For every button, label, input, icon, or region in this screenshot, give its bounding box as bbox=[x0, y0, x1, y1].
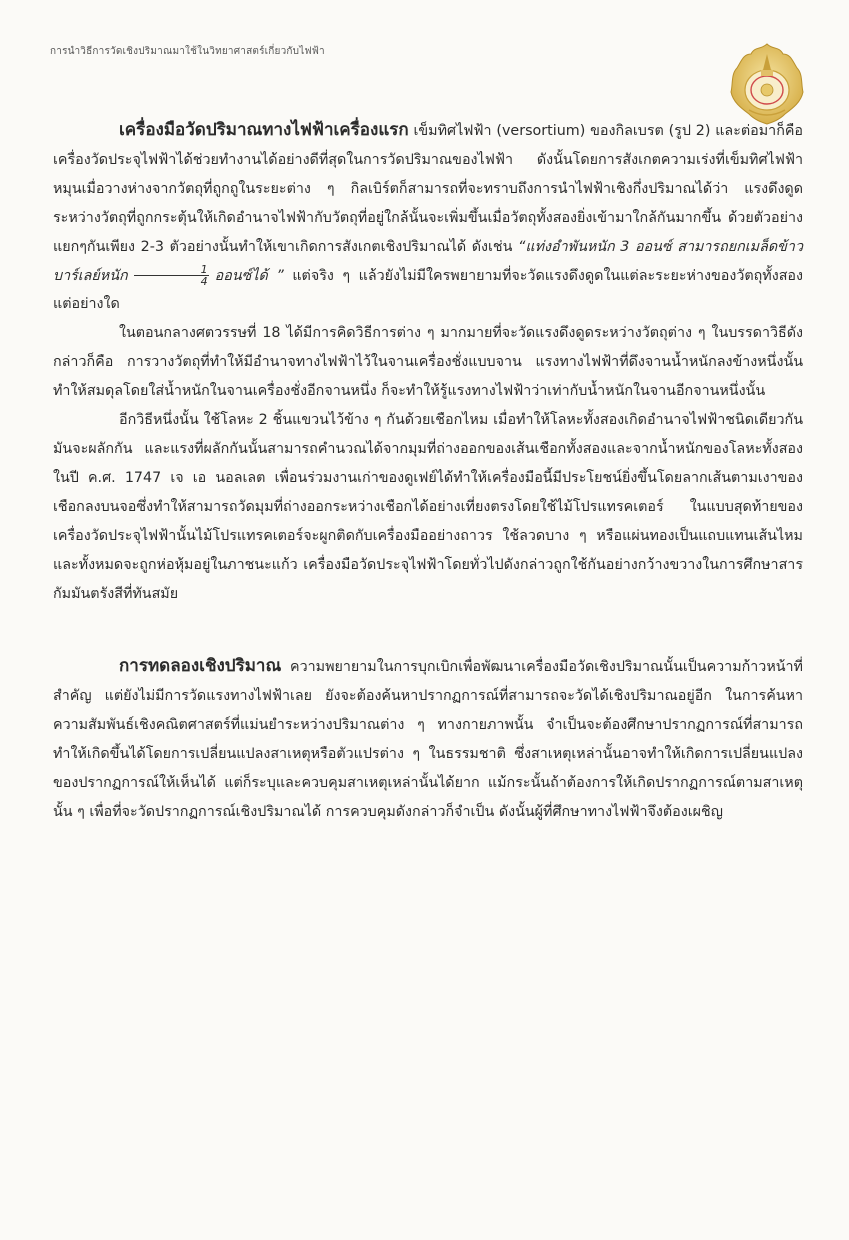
fraction-denominator: 4 bbox=[200, 275, 208, 289]
paragraph bbox=[53, 116, 803, 319]
paragraph: อีกวิธีหนึ่งนั้น ใช้โลหะ 2 ชิ้นแขวนไว้ข้าง ๆ กันด้วยเชือกไหม เมื่อทำให้โลหะทั้งสองเกิดอำนาจไฟฟ้าชนิดเดียวกันมันจะผลักกัน และแรงที่ผลักกันนั้นสามารถคำนวณได้จากมุมที่ถ่างออกของเส้นเชือกทั้งสองและจากน้ำหนักของโลหะทั้งสอง ในปี ค.ศ. 1747 เจ เอ นอลเลต เพื่อนร่วมงานเก่าของดูเฟย์ได้ทำให้เครื่องมือนี้มีประโยชน์ยิ่งขึ้นโดยลากเส้นตามเงาของเชือกลงบนจอซึ่งทำให้สามารถวัดมุมที่ถ่างออกระหว่างเชือกได้อย่างเที่ยงตรงโดยใช้ไม้โปรแทรคเตอร์ ในแบบสุดท้ายของเครื่องวัดประจุไฟฟ้านั้นไม้โปรแทรคเตอร์จะผูกติดกับเครื่องมืออย่างถาวร ใช้ลวดบาง ๆ หรือแผ่นทองเป็นแถบแทนเส้นไหม และทั้งหมดจะถูกห่อหุ้มอยู่ในภาชนะแก้ว เครื่องมือวัดประจุไฟฟ้าโดยทั่วไปดังกล่าวถูกใช้กันอย่างกว้างขวางในการศึกษาสารกัมมันตรังสีที่ทันสมัย bbox=[53, 412, 803, 602]
fraction-numerator: 1 bbox=[134, 264, 209, 276]
paragraph: ในตอนกลางศตวรรษที่ 18 ได้มีการคิดวิธีการต่าง ๆ มากมายที่จะวัดแรงดึงดูดระหว่างวัตถุต่าง ๆ ในบรรดาวิธีดังกล่าวก็คือ การวางวัตถุที่ทำให้มีอำนาจทางไฟฟ้าไว้ในจานเครื่องชั่งแบบจาน แรงทางไฟฟ้าที่ดึงจานน้ำหนักลงข้างหนึ่งนั้น ทำให้สมดุลโดยใส่น้ำหนักในจานเครื่องชั่งอีกจานหนึ่ง ก็จะทำให้รู้แรงทางไฟฟ้าว่าเท่ากับน้ำหนักในจานอีกจานหนึ่งนั้น bbox=[53, 325, 803, 400]
section-heading: เครื่องมือวัดปริมาณทางไฟฟ้าเครื่องแรก bbox=[119, 120, 409, 140]
running-head: การนำวิธีการวัดเชิงปริมาณมาใช้ในวิทยาศาสตร์เกี่ยวกับไฟฟ้า bbox=[50, 46, 325, 57]
paragraph-text: เข็มทิศไฟฟ้า (versortium) ของกิลเบรต (รูป 2) และต่อมาก็คือเครื่องวัดประจุไฟฟ้าได้ช่วยทำงานได้อย่างดีที่สุดในการวัดปริมาณของไฟฟ้า ดังนั้นโดยการสังเกตความเร่งที่เข็มทิศไฟฟ้าหมุนเมื่อวางห่างจากวัตถุที่ถูกถูในระยะต่าง ๆ กิลเบิร์ตก็สามารถที่จะทราบถึงการนำไฟฟ้าเชิงกึ่งปริมาณได้ว่า แรงดึงดูดระหว่างวัตถุที่ถูกกระตุ้นให้เกิดอำนาจไฟฟ้ากับวัตถุที่อยู่ใกล้นั้นจะเพิ่มขึ้นเมื่อวัตถุทั้งสองยิ่งเข้ามาใกล้กันมากขึ้น ด้วยตัวอย่างแยกๆกันเพียง 2-3 ตัวอย่างนั้นทำให้เขาเกิดการสังเกตเชิงปริมาณได้ ดังเช่น bbox=[53, 123, 803, 255]
paragraph-text: ความพยายามในการบุกเบิกเพื่อพัฒนาเครื่องมือวัดเชิงปริมาณนั้นเป็นความก้าวหน้าที่สำคัญ แต่ยังไม่มีการวัดแรงทางไฟฟ้าเลย ยังจะต้องค้นหาปรากฏการณ์ที่สามารถจะวัดได้เชิงปริมาณอยู่อีก ในการค้นหาความสัมพันธ์เชิงคณิตศาสตร์ที่แม่นยำระหว่างปริมาณต่าง ๆ ทางกายภาพนั้น จำเป็นจะต้องศึกษาปรากฏการณ์ที่สามารถทำให้เกิดขึ้นได้โดยการเปลี่ยนแปลงสาเหตุหรือตัวแปรต่าง ๆ ในธรรมชาติ ซึ่งสาเหตุเหล่านั้นอาจทำให้เกิดการเปลี่ยนแปลงของปรากฏการณ์ให้เห็นได้ แต่ก็ระบุและควบคุมสาเหตุเหล่านั้นได้ยาก แม้กระนั้นถ้าต้องการให้เกิดปรากฏการณ์ตามสาเหตุนั้น ๆ เพื่อที่จะวัดปรากฏการณ์เชิงปริมาณได้ การควบคุมดังกล่าวก็จำเป็น ดังนั้นผู้ที่ศึกษาทางไฟฟ้าจึงต้องเผชิญ bbox=[53, 659, 803, 820]
paragraph-text: แต่จริง ๆ แล้วยังไม่มีใครพยายามที่จะวัดแรงดึงดูดในแต่ละระยะห่างของวัตถุทั้งสองแต่อย่างใด bbox=[53, 267, 803, 313]
quote-text: “แท่งอำพันหนัก 3 ออนซ์ สามารถยกเมล็ดข้าวบาร์เลย์หนัก bbox=[53, 238, 803, 284]
quote-text: ออนซ์ได้ ” bbox=[214, 267, 284, 284]
document-body bbox=[53, 116, 803, 827]
section-heading: การทดลองเชิงปริมาณ bbox=[119, 656, 282, 677]
thai-emblem-seal-icon bbox=[727, 40, 807, 126]
fraction bbox=[134, 264, 209, 287]
paragraph bbox=[53, 652, 803, 826]
